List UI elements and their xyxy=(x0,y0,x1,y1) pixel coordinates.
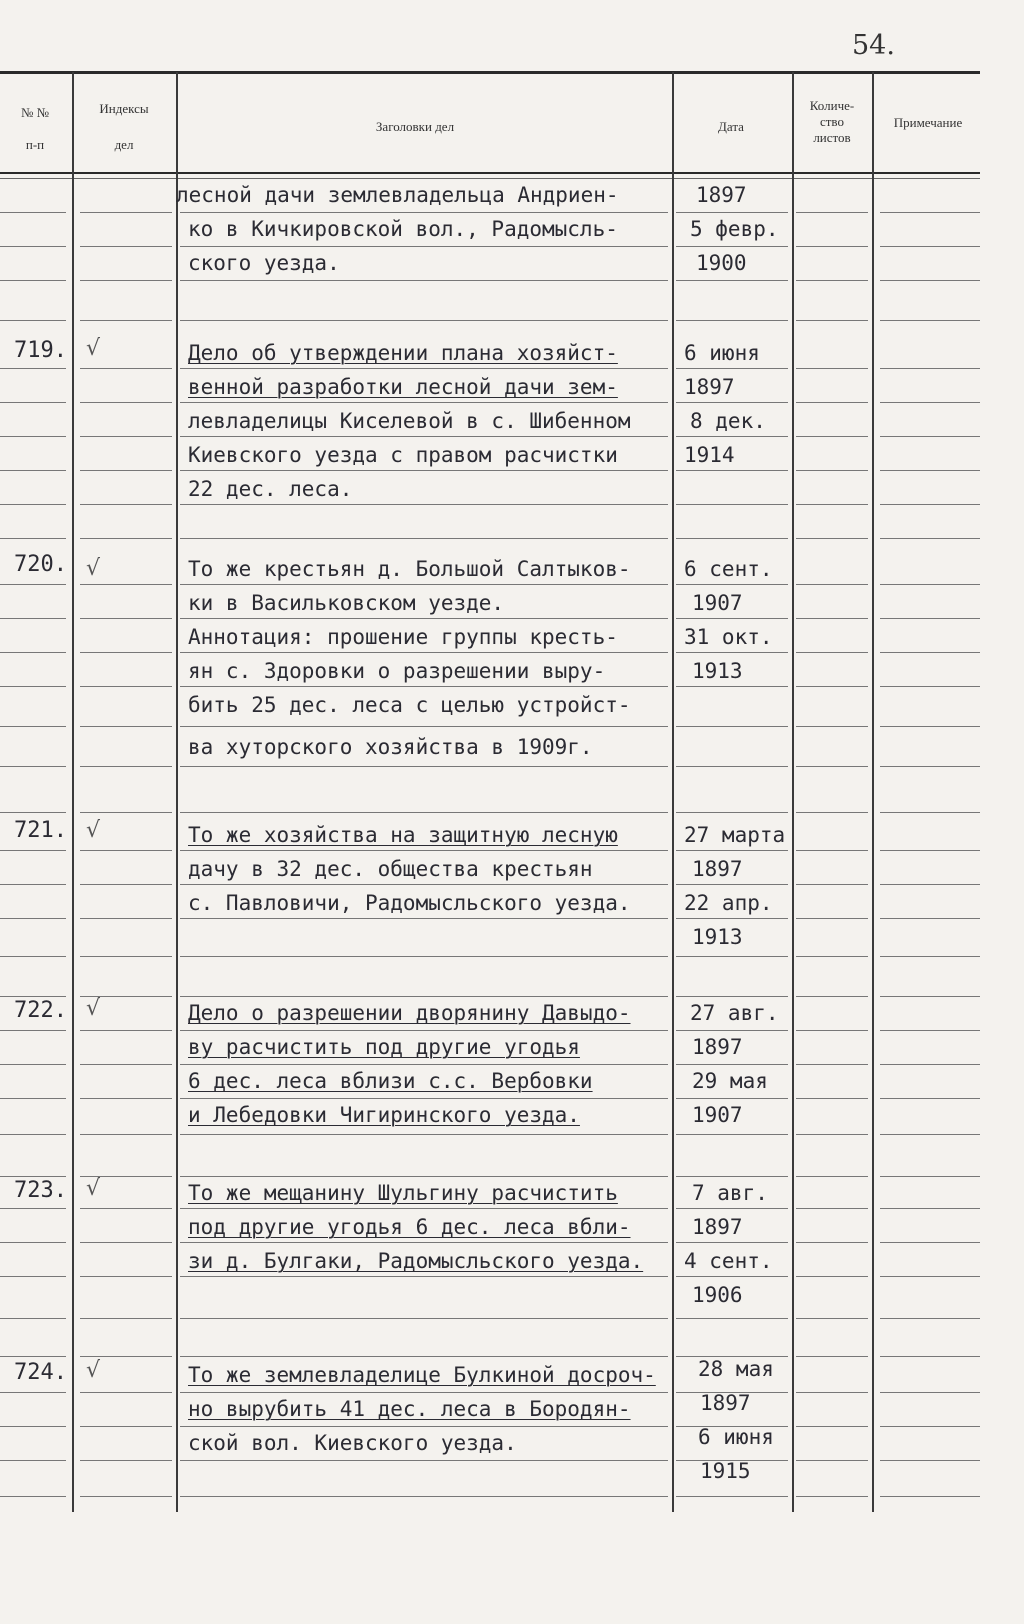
entry-date: 7 авг. xyxy=(692,1181,768,1205)
entry-number: 721. xyxy=(14,818,67,843)
ledger-rule xyxy=(180,1242,668,1243)
ledger-rule xyxy=(180,1176,668,1177)
ledger-rule xyxy=(796,812,868,813)
ledger-rule xyxy=(880,538,980,539)
ledger-rule xyxy=(0,436,66,437)
ledger-rule xyxy=(676,1030,788,1031)
ledger-rule xyxy=(180,1426,668,1427)
entry-date: 1907 xyxy=(692,591,743,615)
entry-date: 1907 xyxy=(692,1103,743,1127)
ledger-rule xyxy=(880,1392,980,1393)
ledger-rule xyxy=(796,470,868,471)
ledger-rule xyxy=(880,1208,980,1209)
carryover-line: ко в Кичкировской вол., Радомысль- xyxy=(188,217,618,241)
entry-title-line: То же землевладелице Булкиной досроч- xyxy=(188,1363,656,1387)
ledger-rule xyxy=(0,812,66,813)
ledger-rule xyxy=(676,402,788,403)
ledger-rule xyxy=(180,1356,668,1357)
ledger-rule xyxy=(880,1318,980,1319)
ledger-rule xyxy=(880,812,980,813)
ledger-rule xyxy=(80,918,172,919)
ledger-rule xyxy=(180,652,668,653)
ledger-rule xyxy=(796,1030,868,1031)
entry-date: 1897 xyxy=(692,1215,743,1239)
ledger-rule xyxy=(676,246,788,247)
ledger-rule xyxy=(80,538,172,539)
ledger-rule xyxy=(880,368,980,369)
ledger-rule xyxy=(880,996,980,997)
ledger-rule xyxy=(796,996,868,997)
ledger-rule xyxy=(676,1064,788,1065)
ledger-rule xyxy=(180,726,668,727)
ledger-rule xyxy=(880,884,980,885)
entry-title-line: с. Павловичи, Радомысльского уезда. xyxy=(188,891,631,915)
ledger-rule xyxy=(796,652,868,653)
entry-date: 6 сент. xyxy=(684,557,773,581)
check-mark-icon: √ xyxy=(86,556,101,581)
ledger-rule xyxy=(796,850,868,851)
header-bottom-rule xyxy=(0,172,980,174)
ledger-rule xyxy=(796,1208,868,1209)
carryover-date: 1900 xyxy=(696,251,747,275)
header-top-rule xyxy=(0,71,980,74)
ledger-rule xyxy=(880,1098,980,1099)
vrule-titles xyxy=(672,72,674,1512)
ledger-rule xyxy=(80,1496,172,1497)
ledger-rule xyxy=(80,1098,172,1099)
entry-date: 27 авг. xyxy=(690,1001,779,1025)
vrule-index xyxy=(176,72,178,1512)
ledger-rule xyxy=(796,246,868,247)
ledger-rule xyxy=(880,956,980,957)
ledger-rule xyxy=(880,1356,980,1357)
ledger-rule xyxy=(880,280,980,281)
entry-title-line: ян с. Здоровки о разрешении выру- xyxy=(188,659,606,683)
ledger-rule xyxy=(676,320,788,321)
carryover-line: лесной дачи землевладельца Андриен- xyxy=(176,183,619,207)
ledger-rule xyxy=(180,584,668,585)
ledger-rule xyxy=(0,884,66,885)
entry-number: 720. xyxy=(14,552,67,577)
ledger-rule xyxy=(80,652,172,653)
ledger-rule xyxy=(676,652,788,653)
ledger-rule xyxy=(0,212,66,213)
ledger-rule xyxy=(180,436,668,437)
check-mark-icon: √ xyxy=(86,818,101,843)
ledger-rule xyxy=(180,996,668,997)
entry-title-line: Дело о разрешении дворянину Давыдо- xyxy=(188,1001,631,1025)
entry-date: 22 апр. xyxy=(684,891,773,915)
ledger-rule xyxy=(80,1276,172,1277)
ledger-rule xyxy=(80,618,172,619)
entry-date: 27 марта xyxy=(684,823,786,847)
ledger-rule xyxy=(880,1064,980,1065)
ledger-rule xyxy=(796,212,868,213)
ledger-rule xyxy=(180,402,668,403)
ledger-rule xyxy=(80,884,172,885)
ledger-rule xyxy=(180,1098,668,1099)
ledger-rule xyxy=(676,1134,788,1135)
ledger-rule xyxy=(676,1496,788,1497)
ledger-rule xyxy=(180,884,668,885)
ledger-rule xyxy=(180,1064,668,1065)
ledger-rule xyxy=(880,850,980,851)
ledger-rule xyxy=(676,470,788,471)
entry-title-line: То же крестьян д. Большой Салтыков- xyxy=(188,557,631,581)
ledger-rule xyxy=(0,1176,66,1177)
carryover-date: 1897 xyxy=(696,183,747,207)
ledger-rule xyxy=(796,1064,868,1065)
ledger-rule xyxy=(180,1030,668,1031)
ledger-rule xyxy=(0,766,66,767)
entry-date: 1913 xyxy=(692,925,743,949)
ledger-rule xyxy=(880,726,980,727)
ledger-rule xyxy=(0,850,66,851)
ledger-rule xyxy=(796,618,868,619)
col-titles-header: Заголовки дел xyxy=(375,119,455,134)
entry-date: 1897 xyxy=(692,857,743,881)
ledger-rule xyxy=(676,1318,788,1319)
entry-date: 8 дек. xyxy=(690,409,766,433)
entry-title-line: зи д. Булгаки, Радомысльского уезда. xyxy=(188,1249,644,1273)
entry-date: 31 окт. xyxy=(684,625,773,649)
ledger-rule xyxy=(796,1242,868,1243)
ledger-rule xyxy=(180,1496,668,1497)
ledger-rule xyxy=(80,1242,172,1243)
ledger-rule xyxy=(676,436,788,437)
entry-date: 1914 xyxy=(684,443,735,467)
ledger-rule xyxy=(180,320,668,321)
ledger-rule xyxy=(180,246,668,247)
col-note-header: Примечание xyxy=(893,115,963,130)
ledger-rule xyxy=(0,402,66,403)
ledger-rule xyxy=(880,436,980,437)
ledger-rule xyxy=(880,1276,980,1277)
ledger-rule xyxy=(676,1176,788,1177)
ledger-rule xyxy=(676,766,788,767)
entry-date: 6 июня xyxy=(698,1425,774,1449)
check-mark-icon: √ xyxy=(86,996,101,1021)
ledger-rule xyxy=(180,1318,668,1319)
ledger-rule xyxy=(0,1064,66,1065)
check-mark-icon: √ xyxy=(86,336,101,361)
ledger-rule xyxy=(0,956,66,957)
ledger-rule xyxy=(80,1064,172,1065)
ledger-rule xyxy=(796,538,868,539)
ledger-rule xyxy=(0,1134,66,1135)
ledger-rule xyxy=(80,726,172,727)
ledger-rule xyxy=(880,504,980,505)
ledger-rule xyxy=(880,766,980,767)
col-sheets-header: Количе- ство листов xyxy=(809,98,855,145)
ledger-rule xyxy=(0,1392,66,1393)
entry-date: 1897 xyxy=(684,375,735,399)
ledger-rule xyxy=(880,1496,980,1497)
entry-date: 1897 xyxy=(692,1035,743,1059)
ledger-rule xyxy=(676,1242,788,1243)
ledger-rule xyxy=(796,1392,868,1393)
ledger-rule xyxy=(0,1426,66,1427)
ledger-rule xyxy=(880,246,980,247)
ledger-rule xyxy=(676,918,788,919)
ledger-rule xyxy=(796,766,868,767)
ledger-rule xyxy=(80,1426,172,1427)
ledger-rule xyxy=(80,1460,172,1461)
ledger-rule xyxy=(796,584,868,585)
ledger-rule xyxy=(880,470,980,471)
col-index-header: Индексы дел xyxy=(99,101,149,152)
ledger-rule xyxy=(0,368,66,369)
ledger-rule xyxy=(80,766,172,767)
ledger-rule xyxy=(796,402,868,403)
ledger-rule xyxy=(180,812,668,813)
entry-date: 1906 xyxy=(692,1283,743,1307)
ledger-rule xyxy=(0,618,66,619)
ledger-rule xyxy=(676,584,788,585)
ledger-rule xyxy=(880,1176,980,1177)
ledger-rule xyxy=(80,280,172,281)
ledger-rule xyxy=(676,686,788,687)
ledger-rule xyxy=(880,686,980,687)
entry-date: 1913 xyxy=(692,659,743,683)
ledger-rule xyxy=(676,996,788,997)
ledger-rule xyxy=(0,1242,66,1243)
ledger-rule xyxy=(796,1496,868,1497)
ledger-rule xyxy=(80,212,172,213)
entry-title-line: 6 дес. леса вблизи с.с. Вербовки xyxy=(188,1069,593,1093)
ledger-rule xyxy=(0,1098,66,1099)
ledger-rule xyxy=(880,1134,980,1135)
ledger-rule xyxy=(180,1460,668,1461)
ledger-rule xyxy=(880,652,980,653)
ledger-rule xyxy=(796,726,868,727)
ledger-rule xyxy=(796,918,868,919)
col-number-header: № № п-п xyxy=(20,105,50,152)
entry-title-line: под другие угодья 6 дес. леса вбли- xyxy=(188,1215,631,1239)
ledger-rule xyxy=(796,1176,868,1177)
entry-title-line: левладелицы Киселевой в с. Шибенном xyxy=(188,409,631,433)
ledger-rule xyxy=(180,1392,668,1393)
ledger-rule xyxy=(0,1208,66,1209)
entry-number: 723. xyxy=(14,1178,67,1203)
entry-date: 1897 xyxy=(700,1391,751,1415)
entry-date: 29 мая xyxy=(692,1069,768,1093)
ledger-rule xyxy=(180,850,668,851)
entry-title-line: ву расчистить под другие угодья xyxy=(188,1035,580,1059)
ledger-rule xyxy=(80,956,172,957)
ledger-rule xyxy=(0,1356,66,1357)
ledger-rule xyxy=(796,686,868,687)
entry-date: 28 мая xyxy=(698,1357,774,1381)
ledger-rule xyxy=(80,1318,172,1319)
entry-title-line: Киевского уезда с правом расчистки xyxy=(188,443,618,467)
ledger-rule xyxy=(676,504,788,505)
ledger-rule xyxy=(0,584,66,585)
ledger-rule xyxy=(0,726,66,727)
ledger-rule xyxy=(796,1356,868,1357)
ledger-rule xyxy=(80,368,172,369)
ledger-rule xyxy=(80,320,172,321)
entry-number: 722. xyxy=(14,998,67,1023)
entry-title-line: То же мещанину Шульгину расчистить xyxy=(188,1181,618,1205)
vrule-number xyxy=(72,72,74,1512)
ledger-rule xyxy=(180,686,668,687)
ledger-rule xyxy=(880,212,980,213)
ledger-rule xyxy=(80,402,172,403)
entry-title-line: Аннотация: прошение группы кресть- xyxy=(188,625,618,649)
entry-number: 724. xyxy=(14,1360,67,1385)
entry-title-line: но вырубить 41 дес. леса в Бородян- xyxy=(188,1397,631,1421)
ledger-rule xyxy=(0,1460,66,1461)
ledger-rule xyxy=(0,686,66,687)
check-mark-icon: √ xyxy=(86,1176,101,1201)
ledger-rule xyxy=(0,996,66,997)
ledger-rule xyxy=(796,1460,868,1461)
ledger-rule xyxy=(676,726,788,727)
ledger-rule xyxy=(180,618,668,619)
entry-date: 1915 xyxy=(700,1459,751,1483)
vrule-sheets xyxy=(872,72,874,1512)
ledger-rule xyxy=(880,402,980,403)
ledger-rule xyxy=(676,1208,788,1209)
ledger-rule xyxy=(0,652,66,653)
entry-number: 719. xyxy=(14,338,67,363)
ledger-rule xyxy=(796,1318,868,1319)
ledger-rule xyxy=(796,280,868,281)
ledger-rule xyxy=(80,1030,172,1031)
ledger-rule xyxy=(880,1242,980,1243)
ledger-rule xyxy=(676,212,788,213)
page-number: 54. xyxy=(852,30,895,61)
ledger-rule xyxy=(180,956,668,957)
entry-title-line: и Лебедовки Чигиринского уезда. xyxy=(188,1103,580,1127)
ledger-rule xyxy=(80,812,172,813)
ledger-rule xyxy=(880,320,980,321)
col-date-header: Дата xyxy=(718,119,744,134)
ledger-rule xyxy=(0,504,66,505)
ledger-rule xyxy=(676,368,788,369)
ledger-rule xyxy=(796,884,868,885)
ledger-rule xyxy=(796,1098,868,1099)
ledger-rule xyxy=(796,504,868,505)
entry-title-line: ской вол. Киевского уезда. xyxy=(188,1431,517,1455)
entry-date: 4 сент. xyxy=(684,1249,773,1273)
ledger-rule xyxy=(80,246,172,247)
vrule-date xyxy=(792,72,794,1512)
ledger-rule xyxy=(0,470,66,471)
ledger-rule xyxy=(80,584,172,585)
ledger-rule xyxy=(80,1208,172,1209)
ledger-rule xyxy=(796,1276,868,1277)
ledger-rule xyxy=(796,368,868,369)
ledger-rule xyxy=(676,884,788,885)
ledger-rule xyxy=(880,584,980,585)
ledger-rule xyxy=(180,1276,668,1277)
ledger-rule xyxy=(796,956,868,957)
ledger-rule xyxy=(880,1030,980,1031)
entry-title-line: бить 25 дес. леса с целью устройст- xyxy=(188,693,631,717)
ledger-rule xyxy=(0,918,66,919)
ledger-rule xyxy=(80,504,172,505)
entry-title-line: венной разработки лесной дачи зем- xyxy=(188,375,618,399)
entry-date: 6 июня xyxy=(684,341,760,365)
ledger-rule xyxy=(0,538,66,539)
entry-title-line: Дело об утверждении плана хозяйст- xyxy=(188,341,618,365)
ledger-rule xyxy=(80,436,172,437)
ledger-rule xyxy=(676,538,788,539)
ledger-rule xyxy=(180,470,668,471)
ledger-rule xyxy=(676,850,788,851)
ledger-rule xyxy=(880,1460,980,1461)
ledger-rule xyxy=(796,320,868,321)
entry-title-line: То же хозяйства на защитную лесную xyxy=(188,823,618,847)
ledger-rule xyxy=(880,1426,980,1427)
ledger-rule xyxy=(0,1496,66,1497)
entry-title-line: ки в Васильковском уезде. xyxy=(188,591,505,615)
ledger-rule xyxy=(796,1134,868,1135)
carryover-date: 5 февр. xyxy=(690,217,779,241)
ledger-rule xyxy=(180,1134,668,1135)
ledger-rule xyxy=(676,956,788,957)
ledger-rule xyxy=(0,1318,66,1319)
ledger-rule xyxy=(80,470,172,471)
ledger-rule xyxy=(0,1030,66,1031)
ledger-rule xyxy=(0,320,66,321)
entry-title-line: дачу в 32 дес. общества крестьян xyxy=(188,857,593,881)
ledger-rule xyxy=(676,280,788,281)
ledger-rule xyxy=(0,280,66,281)
ledger-rule xyxy=(676,1276,788,1277)
ledger-rule xyxy=(180,918,668,919)
ledger-rule xyxy=(80,1392,172,1393)
ledger-rule xyxy=(676,1098,788,1099)
ledger-rule xyxy=(180,212,668,213)
ledger-rule xyxy=(880,618,980,619)
entry-title-line: ва хуторского хозяйства в 1909г. xyxy=(188,735,593,759)
ledger-rule xyxy=(180,766,668,767)
ledger-rule xyxy=(880,918,980,919)
ledger-rule xyxy=(180,1208,668,1209)
ledger-rule xyxy=(80,1134,172,1135)
ledger-rule xyxy=(80,850,172,851)
header-bottom-rule-2 xyxy=(0,178,980,179)
ledger-rule xyxy=(180,538,668,539)
ledger-rule xyxy=(676,812,788,813)
ledger-rule xyxy=(180,368,668,369)
ledger-rule xyxy=(180,280,668,281)
ledger-rule xyxy=(0,246,66,247)
carryover-line: ского уезда. xyxy=(188,251,340,275)
ledger-rule xyxy=(676,618,788,619)
ledger-rule xyxy=(796,1426,868,1427)
entry-title-line: 22 дес. леса. xyxy=(188,477,353,501)
check-mark-icon: √ xyxy=(86,1358,101,1383)
ledger-rule xyxy=(0,1276,66,1277)
ledger-rule xyxy=(80,686,172,687)
ledger-rule xyxy=(796,436,868,437)
ledger-rule xyxy=(180,504,668,505)
ledger-rule xyxy=(80,1356,172,1357)
